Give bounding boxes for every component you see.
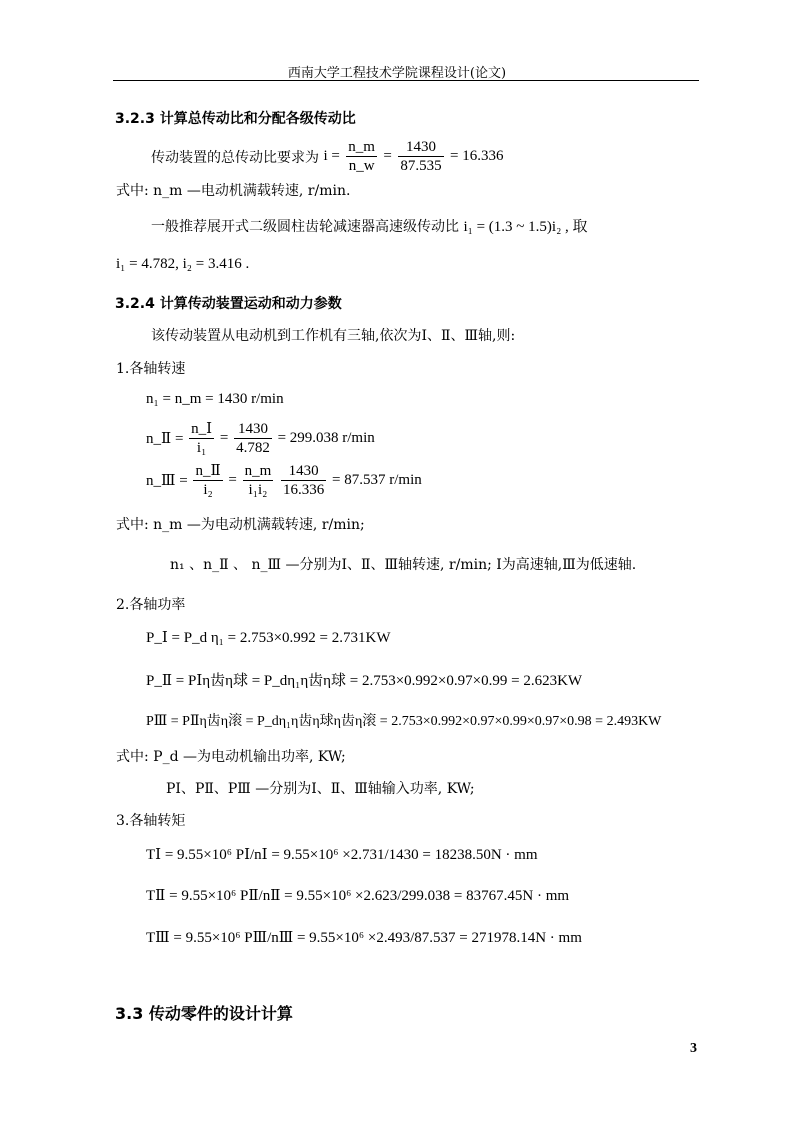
recommend-ratio-eq: i₁ = (1.3 ~ 1.5)i₂ , 取 — [463, 219, 588, 235]
fraction-numerator: 1430 — [234, 420, 272, 439]
fraction-numerator: n_Ⅰ — [191, 421, 213, 437]
fraction-numerator: 1430 — [398, 138, 443, 157]
p1-equation: P_Ⅰ = P_d η₁ = 2.753×0.992 = 2.731KW — [146, 630, 391, 646]
fraction-denominator: i₂ — [203, 482, 213, 498]
fraction-denominator: i₁ — [196, 440, 207, 456]
n3-fraction-3 — [281, 462, 326, 499]
p3-equation: PⅢ = PⅡη齿η滚 = P_dη₁η齿η球η齿η滚 = 2.753×0.992×0.97×0.99×0.97×0.98 = 2.493KW — [146, 714, 662, 729]
speed-definitions-line: n₁ 、n_Ⅱ 、 n_Ⅲ —分别为Ⅰ、Ⅱ、Ⅲ轴转速, r/min; Ⅰ为高速轴,Ⅲ为低速轴. — [170, 557, 637, 573]
fraction-denominator: 16.336 — [283, 482, 325, 498]
n2-fraction-numeric — [234, 420, 272, 457]
p2-equation: P_Ⅱ = PⅠη齿η球 = P_dη₁η齿η球 = 2.753×0.992×0.97×0.99 = 2.623KW — [146, 673, 583, 689]
recommend-ratio-text: 一般推荐展开式二级圆柱齿轮减速器高速级传动比 — [151, 219, 459, 235]
total-ratio-fraction-numeric — [398, 138, 443, 175]
where-nm-line-2: 式中: n_m —为电动机满载转速, r/min; — [116, 517, 365, 533]
t2-equation: TⅡ = 9.55×10⁶ PⅡ/nⅡ = 9.55×10⁶ ×2.623/299.038 = 83767.45N · mm — [146, 888, 570, 904]
section-3-2-4-heading: 3.2.4 计算传动装置运动和动力参数 — [115, 296, 342, 312]
section-3-2-3-heading: 3.2.3 计算总传动比和分配各级传动比 — [115, 111, 356, 127]
shaft-speed-heading: 1.各轴转速 — [116, 361, 186, 377]
total-ratio-lhs: i = — [323, 148, 340, 164]
n3-result: = 87.537 r/min — [332, 472, 422, 488]
fraction-numerator: n_Ⅱ — [195, 463, 221, 479]
where-nm-line: 式中: n_m —电动机满载转速, r/min. — [116, 183, 351, 199]
fraction-numerator: 1430 — [281, 462, 326, 481]
total-ratio-text: 传动装置的总传动比要求为 — [151, 149, 319, 166]
page-number: 3 — [690, 1041, 697, 1056]
n2-result: = 299.038 r/min — [277, 430, 375, 446]
running-header: 西南大学工程技术学院课程设计(论文) — [287, 66, 507, 81]
n2-equation: n_Ⅱ = $\frac{\text{n\_Ⅰ}}{\text{i₁}}$ = $\frac{1430}{4.782}$ = 299.038 r/min — [146, 421, 375, 456]
fraction-denominator: 87.535 — [400, 158, 442, 174]
equals-sign: = — [383, 148, 392, 164]
fraction-numerator: n_m — [348, 139, 375, 155]
shaft-torque-heading: 3.各轴转矩 — [116, 813, 186, 829]
n2-lhs: n_Ⅱ = — [146, 431, 184, 447]
n3-fraction-1 — [193, 462, 222, 499]
shaft-power-heading: 2.各轴功率 — [116, 597, 186, 613]
n2-fraction-symbolic — [189, 420, 214, 457]
t3-equation: TⅢ = 9.55×10⁶ PⅢ/nⅢ = 9.55×10⁶ ×2.493/87.537 = 271978.14N · mm — [146, 930, 582, 946]
n3-fraction-2 — [243, 462, 274, 499]
fraction-denominator: 4.782 — [236, 440, 270, 456]
fraction-numerator: n_m — [244, 463, 272, 479]
t1-equation: TⅠ = 9.55×10⁶ PⅠ/nⅠ = 9.55×10⁶ ×2.731/1430 = 18238.50N · mm — [146, 847, 538, 863]
n3-equation: n_Ⅲ = $\frac{\text{n\_Ⅱ}}{\text{i₂}}$ = $\frac{n\_m}{\text{i₁i₂}}$ $\frac{1430}{16.336}$ = 87.537 r/min — [146, 463, 422, 498]
power-definitions-line: PⅠ、PⅡ、PⅢ —分别为Ⅰ、Ⅱ、Ⅲ轴输入功率, KW; — [166, 781, 475, 797]
ratio-values-line: i₁ = 4.782, i₂ = 3.416 . — [116, 256, 250, 272]
section-3-3-heading: 3.3 传动零件的设计计算 — [115, 1004, 293, 1023]
total-ratio-line — [151, 138, 504, 175]
n1-equation: n₁ = n_m = 1430 r/min — [146, 391, 284, 407]
total-ratio-fraction-symbolic — [346, 138, 377, 175]
fraction-denominator: i₁i₂ — [248, 482, 268, 498]
total-ratio-result: = 16.336 — [450, 148, 504, 164]
fraction-denominator: n_w — [348, 158, 375, 174]
n3-lhs: n_Ⅲ = — [146, 473, 188, 489]
shafts-intro-line: 该传动装置从电动机到工作机有三轴,依次为Ⅰ、Ⅱ、Ⅲ轴,则: — [151, 328, 516, 344]
where-pd-line: 式中: P_d —为电动机输出功率, KW; — [116, 749, 346, 765]
recommend-ratio-line — [151, 215, 588, 236]
header-rule — [113, 80, 699, 81]
